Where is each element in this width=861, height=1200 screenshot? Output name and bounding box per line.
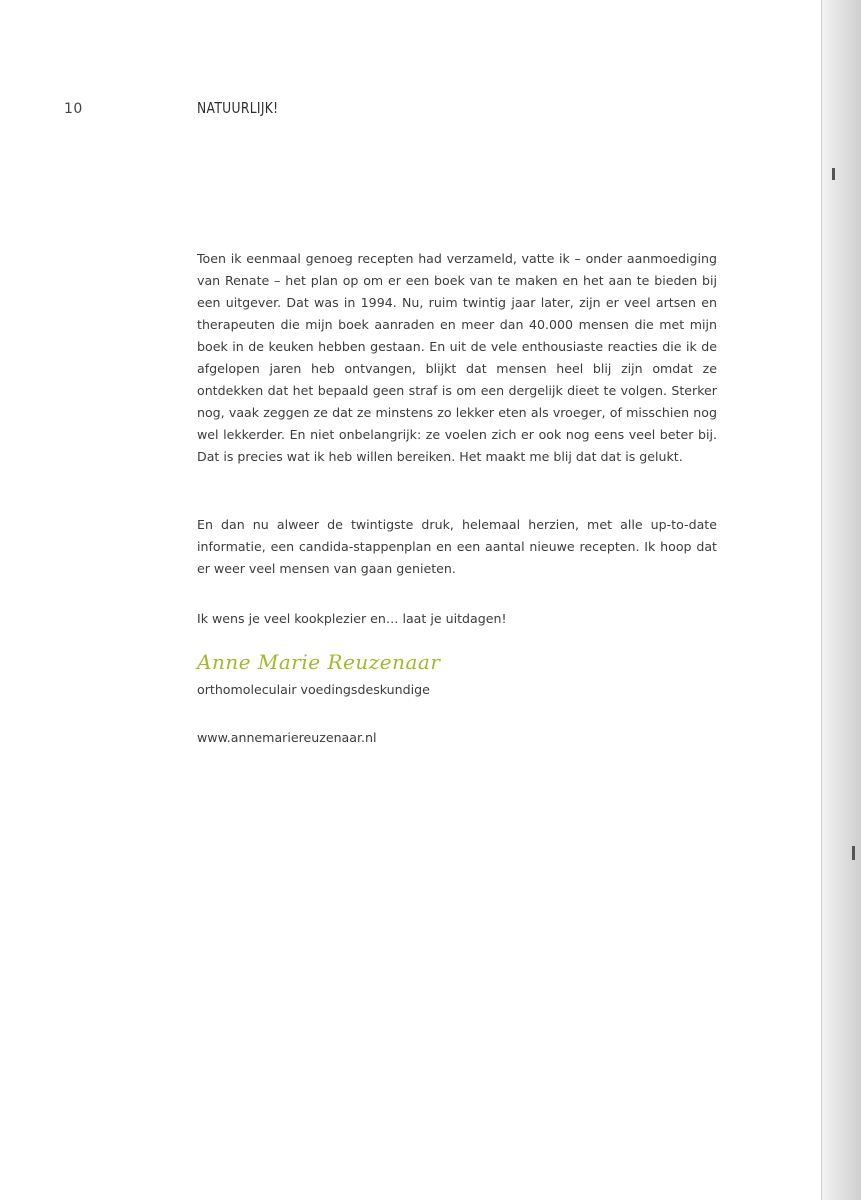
scan-edge-line <box>821 0 822 1200</box>
author-role: orthomoleculair voedingsdeskundige <box>197 682 430 697</box>
page-number: 10 <box>64 101 83 117</box>
edge-mark <box>832 168 835 180</box>
paragraph-closing: Ik wens je veel kookplezier en… laat je uitdagen! <box>197 611 507 626</box>
author-signature: Anne Marie Reuzenaar <box>197 650 441 674</box>
paragraph-intro: Toen ik eenmaal genoeg recepten had verzameld, vatte ik – onder aanmoediging van Renate – het plan op om er een boek van te maken en het aan te bieden bij een uitgever. Dat was in 1994. Nu, ruim twintig jaar later, zijn er veel artsen en therapeuten die mijn boek aanraden en meer dan 40.000 mensen die met mijn boek in de keuken hebben gestaan. En uit de vele enthousiaste reacties die ik de afgelopen jaren heb ontvangen, blijkt dat mensen heel blij zijn omdat ze ontdekken dat het bepaald geen straf is om een dergelijk dieet te volgen. Sterker nog, vaak zeggen ze dat ze minstens zo lekker eten als vroeger, of misschien nog wel lekkerder. En niet onbelangrijk: ze voelen zich er ook nog eens veel beter bij. Dat is precies wat ik heb willen bereiken. Het maakt me blij dat dat is gelukt. <box>197 251 717 464</box>
paragraph-edition: En dan nu alweer de twintigste druk, helemaal herzien, met alle up-to-date informatie, een candida-stappenplan en een aantal nieuwe recepten. Ik hoop dat er weer veel mensen van gaan genieten. <box>197 517 717 576</box>
running-title: NATUURLIJK! <box>197 99 279 117</box>
scan-page-edge <box>821 0 861 1200</box>
edge-mark <box>852 846 855 860</box>
author-website: www.annemariereuzenaar.nl <box>197 730 377 745</box>
